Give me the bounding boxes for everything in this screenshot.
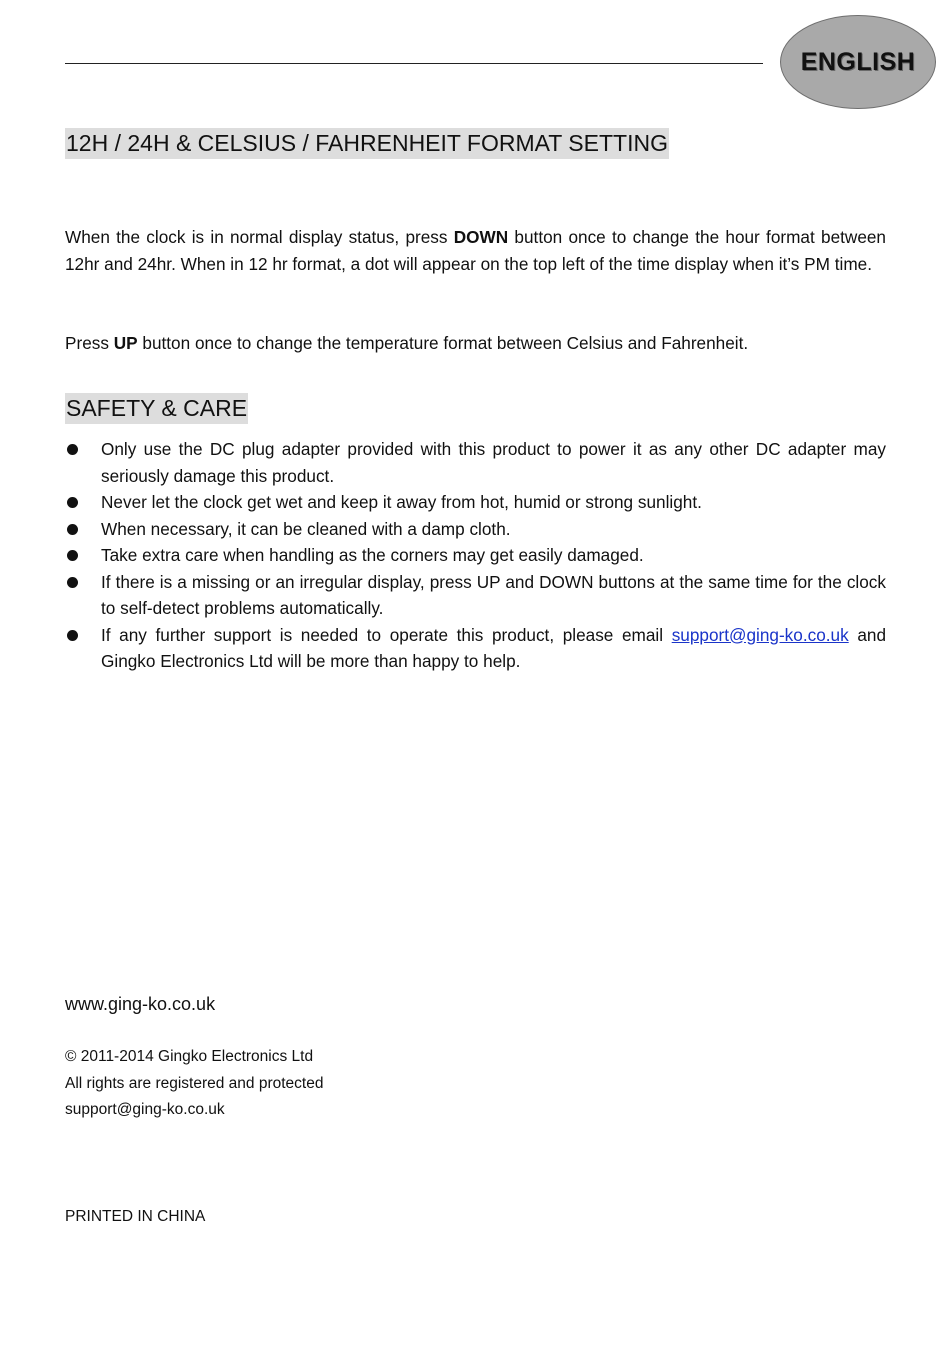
support-email-link[interactable]: support@ging-ko.co.uk [671, 624, 849, 645]
list-item-text: Never let the clock get wet and keep it away from hot, humid or strong sunlight. [101, 492, 702, 512]
list-item-text: When necessary, it can be cleaned with a damp cloth. [101, 518, 511, 539]
list-item [65, 622, 886, 675]
bullet-icon [67, 550, 78, 561]
para-text: When the clock is in normal display status, press [65, 227, 454, 247]
safety-list [65, 436, 886, 675]
list-item-text: Only use the DC plug adapter provided with this product to power it as any other DC adapter may seriously damage this product. [101, 439, 886, 486]
bullet-icon [67, 497, 78, 508]
hour-format-paragraph [65, 224, 886, 277]
header-rule [65, 63, 763, 64]
list-item-text: If there is a missing or an irregular display, press UP and DOWN buttons at the same time for the clock to self-detect problems automatically. [101, 571, 886, 618]
printed-in-text: PRINTED IN CHINA [65, 1208, 206, 1225]
rights-text: All rights are registered and protected [65, 1075, 324, 1092]
para-text: button once to change the hour format between 12hr and 24hr. When in 12 hr format, a dot will appear on the top left of the time display when it’s PM time. [65, 227, 886, 274]
list-item [65, 516, 886, 543]
format-setting-heading: 12H / 24H & CELSIUS / FAHRENHEIT FORMAT SETTING [65, 128, 669, 159]
para-text: button once to change the temperature format between Celsius and Fahrenheit. [137, 333, 749, 353]
language-badge: ENGLISH [780, 15, 936, 109]
bullet-icon [67, 444, 78, 455]
temperature-format-paragraph [65, 330, 886, 357]
bullet-icon [67, 524, 78, 535]
up-key-label: UP [113, 333, 138, 353]
list-item-text: and Gingko Electronics Ltd will be more than happy to help. [101, 624, 887, 671]
copyright-text: © 2011-2014 Gingko Electronics Ltd [65, 1048, 314, 1065]
bullet-icon [67, 577, 78, 588]
list-item-text: Take extra care when handling as the corners may get easily damaged. [101, 545, 644, 565]
bullet-icon [67, 630, 78, 641]
safety-care-heading: SAFETY & CARE [65, 393, 248, 424]
list-item [65, 569, 886, 622]
website-url: www.ging-ko.co.uk [65, 994, 216, 1014]
para-text: Press [65, 333, 114, 353]
footer-email: support@ging-ko.co.uk [65, 1101, 225, 1118]
down-key-label: DOWN [453, 227, 509, 247]
list-item [65, 542, 886, 569]
list-item [65, 489, 886, 516]
list-item [65, 436, 886, 489]
list-item-text: If any further support is needed to operate this product, please email [101, 624, 672, 645]
